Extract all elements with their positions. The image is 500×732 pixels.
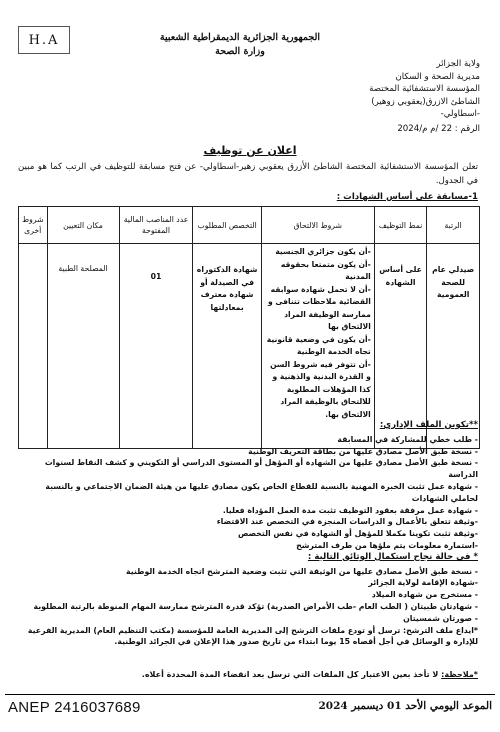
place-cell: المصلحة الطبية xyxy=(47,244,119,449)
town-name: -اسطاولي- xyxy=(440,109,480,119)
ministry-name: وزارة الصحة xyxy=(215,46,265,57)
positions-table xyxy=(18,206,480,449)
list-item: - شهادتان طبيتان ( الطب العام -طب الأمراض الصدرية) تؤكد قدرة المترشح ممارسة المهام المنوطة بالرتبة المطلوبة xyxy=(33,601,478,611)
government-header xyxy=(120,31,360,59)
wilaya-name: ولاية الجزائر xyxy=(436,59,480,69)
list-item: - نسخة طبق الأصل مصادق عليها من الشهادة أو المؤهل أو المستوى الدراسي أو التكويني و كشف النقاط لسنوات الدراسة xyxy=(44,458,478,480)
table-row xyxy=(19,244,480,449)
mode-cell: على أساس الشهادة xyxy=(374,244,427,449)
ref-prefix: الرقم : xyxy=(454,123,480,134)
condition-item: -أن تتوفر فيه شروط السن و القدرة البدنية والذهنية و كذا المؤهلات المطلوبة للالتحاق بالوظيفة المراد الالتحاق بها. xyxy=(270,359,371,419)
section-heading: 1-مسابقة على أساس الشهادات : xyxy=(336,192,478,202)
list-item: - مستخرج من شهادة الميلاد xyxy=(371,590,478,600)
list-item: - نسخة طبق الأصل مصادق عليها من بطاقة التعريف الوطنية xyxy=(248,446,478,456)
column-header: مكان التعيين xyxy=(47,207,119,244)
ref-date: /م م/2024 xyxy=(397,123,439,134)
success-heading: * في حالة نجاح استكمال الوثائق التالية : xyxy=(307,551,478,562)
column-header: شروط الالتحاق xyxy=(261,207,374,244)
condition-item: -أن يكون متمتعا بحقوقه المدنية xyxy=(280,259,371,281)
list-item: -شهادة الإقامة لولاية الجزائر xyxy=(368,578,478,588)
republic-name: الجمهورية الجزائرية الديمقراطية الشعبية xyxy=(159,32,321,43)
deposit-paragraph: *ايداع ملف الترشح: ترسل أو تودع ملفات الترشح إلى المديرية العامة للمؤسسة (مكتب التنظيم العام) المديرية الفرعية للإدارة و الوسائل في أجل أقصاه 15 يوما ابتداء من تاريخ صدور هذا الإعلان في الجرائد الوطنية. xyxy=(27,625,478,647)
list-item: - شهادة عمل مرفقة بعقود التوظيف تثبت مدة العمل المؤداة فعليا. xyxy=(222,505,478,515)
list-item: - شهادة عمل تثبت الخبرة المهنية بالنسبة للقطاع الخاص يكون مصادق عليها من هيئة الضمان الاجتماعي و بالنسبة لحاملي الشهادات xyxy=(45,481,478,503)
directorate-name: مديرية الصحة و السكان xyxy=(395,71,480,82)
institution-header xyxy=(280,58,480,135)
hospital-type: المؤسسة الاستشفائية المختصة xyxy=(369,84,480,94)
list-item: - طلب خطي للمشاركة في المسابقة xyxy=(337,434,478,444)
condition-item: -أن يكون جزائري الجنسية xyxy=(275,247,371,256)
posts-cell: 01 xyxy=(119,244,193,449)
list-item: - نسخة طبق الأصل مصادق عليها من الوثيقة التي تثبت وضعية المترشح اتجاه الخدمة الوطنية xyxy=(126,566,478,576)
anep-code: ANEP 2416037689 xyxy=(8,699,141,716)
stamp-text: H.A xyxy=(28,32,60,48)
file-requirements xyxy=(18,420,478,648)
column-header: التخصص المطلوب xyxy=(193,207,261,244)
conditions-cell xyxy=(261,244,374,449)
list-item: -وثيقة تثبت تكوينا مكملا للمؤهل أو الشهادة في نفس التخصص xyxy=(237,529,478,539)
rank-cell: صيدلي عام للصحة العمومية xyxy=(427,244,480,449)
column-header: عدد المناصب المالية المفتوحة xyxy=(119,207,193,244)
footer-divider xyxy=(5,694,495,695)
other-cell xyxy=(19,244,48,449)
note-text: لا تأخذ بعين الاعتبار كل الملفات التي ترسل بعد انقضاء المدة المحددة أعلاه. xyxy=(141,670,439,679)
list-item: -وثيقة تتعلق بالأعمال و الدراسات المنجزة في التخصص عند الاقتضاء xyxy=(216,517,478,527)
list-item: -استمارة معلومات يتم ملؤها من طرف المترشح xyxy=(296,540,478,550)
intro-paragraph: تعلن المؤسسة الاستشفائية المختصة الشاطئ الأزرق يعقوبي زهير-اسطاولي- عن فتح مسابقة للتوظيف في الرتب كما هو مبين في الجدول. xyxy=(18,162,478,186)
table-header-row xyxy=(19,207,480,244)
specialty-cell: شهادة الدكتوراه في الصيدلة أو شهادة معترف بمعادلتها xyxy=(193,244,261,449)
condition-item: -أن يكون في وضعية قانونية تجاه الخدمة الوطنية xyxy=(266,334,371,356)
stamp-box xyxy=(18,26,70,54)
column-header: نمط التوظيف xyxy=(374,207,427,244)
column-header: شروط أخرى xyxy=(19,207,48,244)
file-heading: **تكوين الملف الإداري: xyxy=(379,420,478,430)
condition-item: -أن لا تحمل شهادة سوابقه القضائية ملاحظات تتنافى و ممارسة الوظيفة المراد الالتحاق بها xyxy=(267,284,371,331)
column-header: الرتبة xyxy=(427,207,480,244)
notice-title: اعلان عن توظيف xyxy=(203,144,297,157)
list-item: - صورتان شمسيتان xyxy=(403,613,478,623)
hospital-name: الشاطئ الازرق(يعقوبي زوهير) xyxy=(371,96,480,107)
reference-line xyxy=(280,123,480,136)
ref-number: 22 xyxy=(441,123,453,134)
newspaper-line: الموعد اليومي الأحد 01 ديسمبر 2024 xyxy=(318,700,492,712)
note xyxy=(18,670,478,679)
note-label: *ملاحظة: xyxy=(441,670,478,679)
